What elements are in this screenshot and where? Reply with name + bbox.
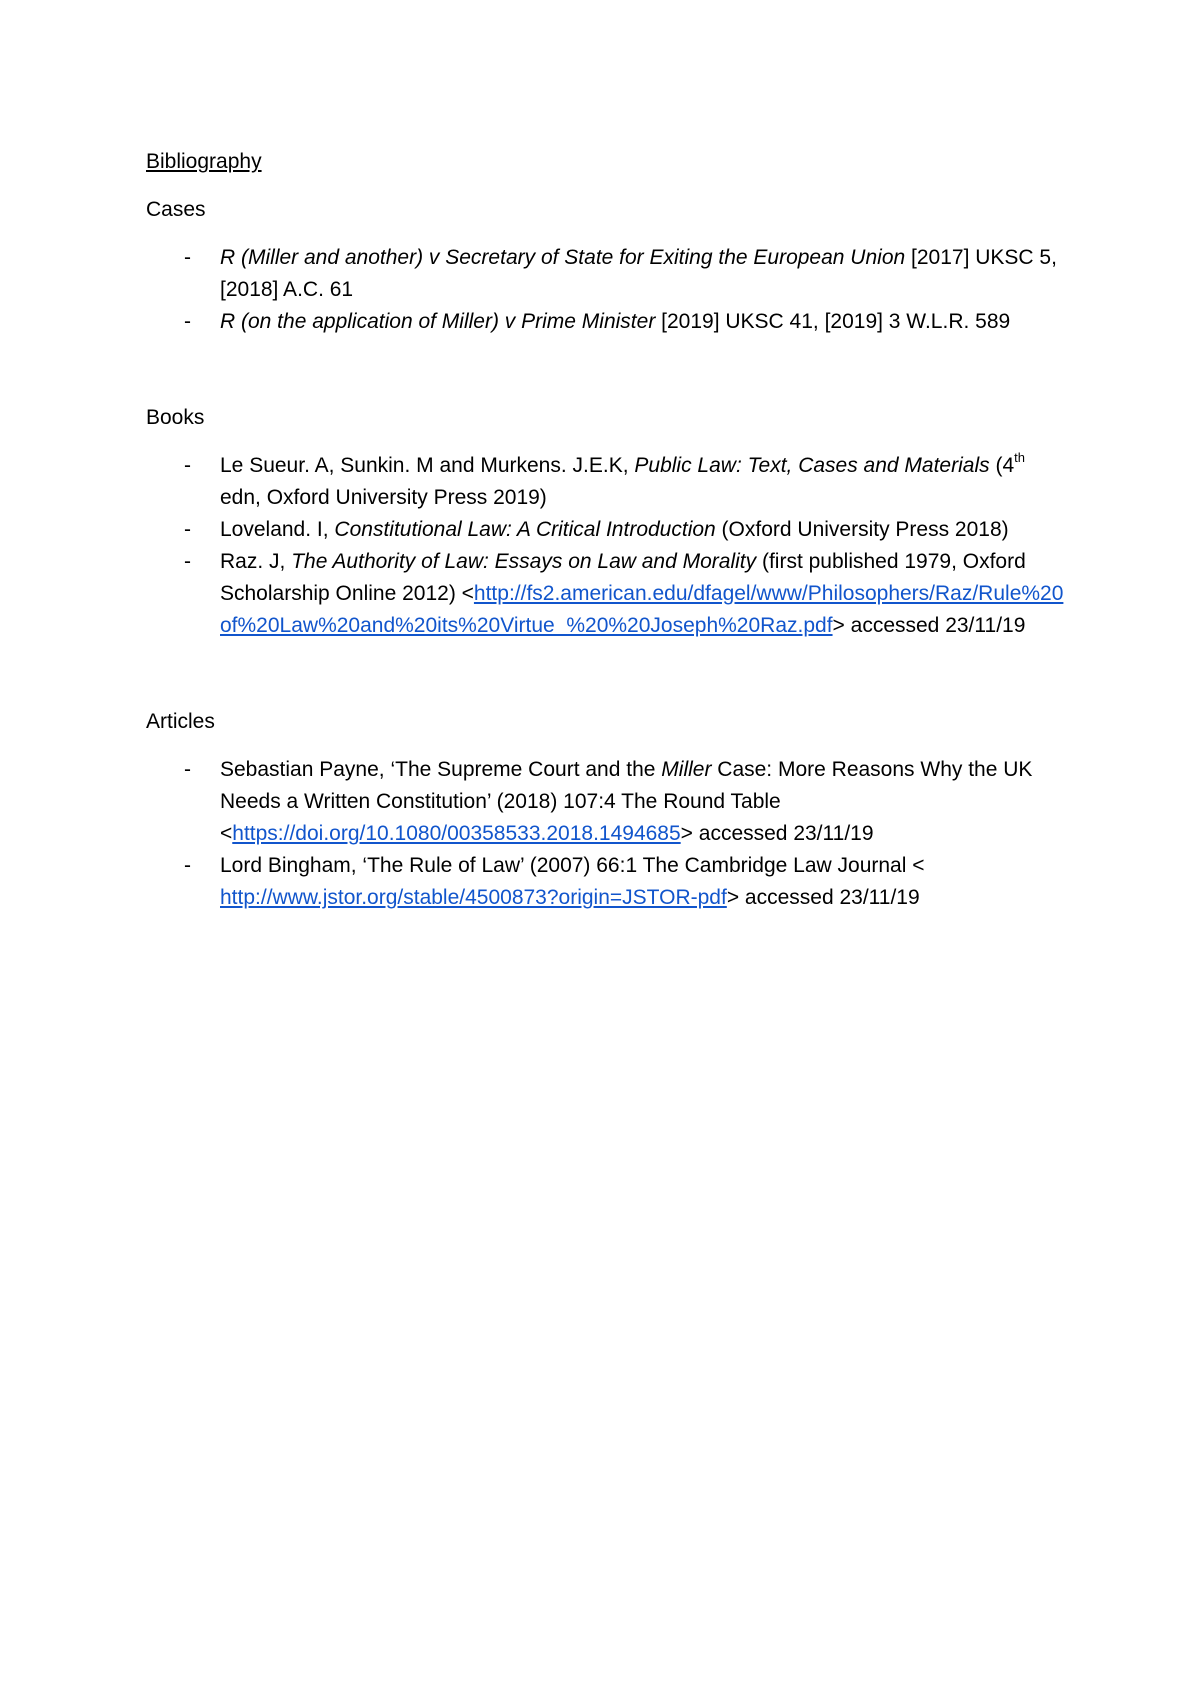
books-list bbox=[146, 450, 1066, 642]
section-heading-articles: Articles bbox=[146, 710, 215, 733]
list-item bbox=[146, 850, 1066, 914]
list-item bbox=[146, 754, 1066, 850]
section-heading-books: Books bbox=[146, 406, 205, 429]
book-publisher: (Oxford University Press 2018) bbox=[715, 518, 1009, 541]
book-title: Public Law: Text, Cases and Materials bbox=[634, 454, 990, 477]
list-item bbox=[146, 450, 1066, 514]
ordinal-suffix: th bbox=[1014, 450, 1025, 465]
reference-link[interactable]: https://doi.org/10.1080/00358533.2018.1494685 bbox=[232, 822, 681, 845]
accessed-date: > accessed 23/11/19 bbox=[680, 822, 874, 845]
article-details: Lord Bingham, ‘The Rule of Law’ (2007) 66:1 The Cambridge Law Journal < bbox=[220, 854, 925, 877]
list-dash: - bbox=[184, 310, 191, 333]
book-publisher: edn, Oxford University Press 2019) bbox=[220, 486, 547, 509]
article-italic-term: Miller bbox=[661, 758, 712, 781]
list-dash: - bbox=[184, 758, 191, 781]
article-author-title: Sebastian Payne, ‘The Supreme Court and the bbox=[220, 758, 662, 781]
book-details: (4 bbox=[989, 454, 1015, 477]
accessed-date: > accessed 23/11/19 bbox=[726, 886, 920, 909]
list-dash: - bbox=[184, 854, 191, 877]
case-name: R (on the application of Miller) v Prime Minister bbox=[220, 310, 656, 333]
list-item bbox=[146, 306, 1066, 338]
cases-list bbox=[146, 242, 1066, 338]
list-item bbox=[146, 546, 1066, 642]
book-title: Constitutional Law: A Critical Introduction bbox=[334, 518, 716, 541]
list-dash: - bbox=[184, 518, 191, 541]
accessed-date: > accessed 23/11/19 bbox=[832, 614, 1026, 637]
book-publisher: (first published 1979, Oxford Scholarship Online 2012) < bbox=[220, 550, 1026, 605]
articles-list bbox=[146, 754, 1066, 914]
list-dash: - bbox=[184, 550, 191, 573]
section-heading-cases: Cases bbox=[146, 198, 206, 221]
case-citation: [2017] UKSC 5, [2018] A.C. 61 bbox=[220, 246, 1057, 301]
list-item bbox=[146, 242, 1066, 306]
page-title: Bibliography bbox=[146, 150, 262, 173]
reference-link[interactable]: http://www.jstor.org/stable/4500873?origin=JSTOR-pdf bbox=[220, 886, 727, 909]
case-name: R (Miller and another) v Secretary of State for Exiting the European Union bbox=[220, 246, 906, 269]
bibliography-content bbox=[146, 146, 1066, 914]
book-authors: Raz. J, bbox=[220, 550, 292, 573]
book-title: The Authority of Law: Essays on Law and Morality bbox=[291, 550, 757, 573]
article-details: Case: More Reasons Why the UK Needs a Written Constitution’ (2018) 107:4 The Round Table < bbox=[220, 758, 1033, 845]
reference-link[interactable]: http://fs2.american.edu/dfagel/www/Philosophers/Raz/Rule%20of%20Law%20and%20its%20Virtue_%20%20Joseph%20Raz.pdf bbox=[220, 582, 1064, 637]
book-authors: Loveland. I, bbox=[220, 518, 335, 541]
case-citation: [2019] UKSC 41, [2019] 3 W.L.R. 589 bbox=[655, 310, 1011, 333]
list-item bbox=[146, 514, 1066, 546]
book-authors: Le Sueur. A, Sunkin. M and Murkens. J.E.K, bbox=[220, 454, 635, 477]
list-dash: - bbox=[184, 246, 191, 269]
list-dash: - bbox=[184, 454, 191, 477]
